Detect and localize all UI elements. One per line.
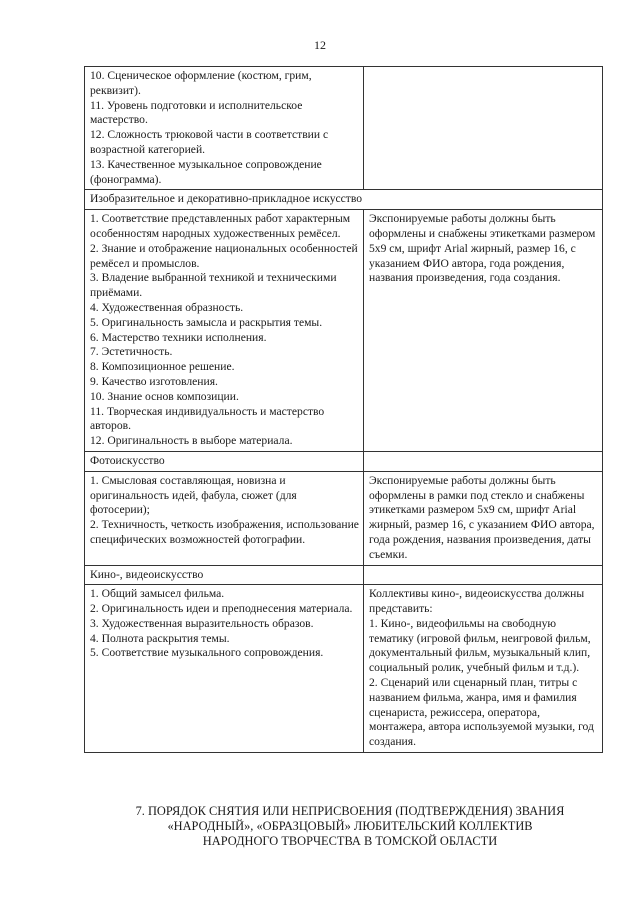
list-item: 12. Сложность трюковой части в соответствии с возрастной категорией. [90, 128, 329, 156]
table-row [85, 67, 603, 190]
heading-line: «НАРОДНЫЙ», «ОБРАЗЦОВЫЙ» ЛЮБИТЕЛЬСКИЙ КОЛЛЕКТИВ [167, 819, 533, 834]
section-heading [90, 804, 610, 850]
list-item: 2. Техничность, четкость изображения, использование специфических возможностей фотографии. [90, 518, 359, 546]
section-title: Кино-, видеоискусство [85, 565, 364, 585]
section-title: Изобразительное и декоративно-прикладное искусство [85, 190, 603, 210]
criteria-table [84, 66, 603, 753]
list-item: 10. Знание основ композиции. [90, 389, 239, 403]
list-item: 2. Оригинальность идеи и преподнесения материала. [90, 602, 353, 616]
list-item: 7. Эстетичность. [90, 345, 173, 359]
list-item: 6. Мастерство техники исполнения. [90, 330, 267, 344]
list-item: 3. Художественная выразительность образов. [90, 616, 314, 630]
requirement-text: 2. Сценарий или сценарный план, титры с названием фильма, жанра, имя и фамилия сценариста, режиссера, оператора, монтажера, автора используемой музыки, год создания. [369, 676, 594, 749]
table-row [85, 210, 603, 452]
list-item: 4. Художественная образность. [90, 300, 244, 314]
requirements-cell [364, 67, 603, 190]
list-item: 5. Оригинальность замысла и раскрытия темы. [90, 315, 323, 329]
empty-cell [364, 565, 603, 585]
heading-line: НАРОДНОГО ТВОРЧЕСТВА В ТОМСКОЙ ОБЛАСТИ [202, 834, 498, 849]
requirement-text: Экспонируемые работы должны быть оформлены в рамки под стекло и снабжены этикетками размером 5х9 см, шрифт Arial жирный, размер 16, с указанием ФИО автора, года рождения, названия произведения, даты съемки. [369, 473, 595, 561]
list-item: 5. Соответствие музыкального сопровождения. [90, 646, 324, 660]
list-item: 1. Общий замысел фильма. [90, 587, 225, 601]
list-item: 11. Творческая индивидуальность и мастерство авторов. [90, 404, 325, 433]
criteria-cell [85, 585, 364, 753]
list-item: 11. Уровень подготовки и исполнительское мастерство. [90, 98, 303, 127]
criteria-cell [85, 210, 364, 452]
list-item: 1. Смысловая составляющая, новизна и оригинальность идей, фабула, сюжет (для фотосерии); [90, 473, 297, 517]
list-item: 8. Композиционное решение. [90, 360, 235, 374]
table-row [85, 585, 603, 753]
section-header-row [85, 451, 603, 471]
list-item: 12. Оригинальность в выборе материала. [90, 434, 293, 448]
empty-cell [364, 451, 603, 471]
requirement-text: 1. Кино-, видеофильмы на свободную тематику (игровой фильм, неигровой фильм, документальный фильм, музыкальный клип, социальный ролик, учебный фильм и т.д.). [369, 616, 591, 675]
requirements-cell [364, 585, 603, 753]
page-number: 12 [314, 38, 326, 52]
section-title: Фотоискусство [85, 451, 364, 471]
list-item: 10. Сценическое оформление (костюм, грим, реквизит). [90, 69, 312, 97]
section-header-row [85, 565, 603, 585]
table-row [85, 471, 603, 565]
requirements-cell [364, 210, 603, 452]
list-item: 9. Качество изготовления. [90, 374, 218, 388]
requirement-text: Коллективы кино-, видеоискусства должны представить: [369, 587, 585, 616]
criteria-cell [85, 471, 364, 565]
requirement-text: Экспонируемые работы должны быть оформлены и снабжены этикетками размером 5х9 см, шрифт Arial жирный, размер 16, с указанием ФИО автора, года рождения, названия произведения, года создания. [369, 212, 596, 285]
requirements-cell [364, 471, 603, 565]
list-item: 4. Полнота раскрытия темы. [90, 631, 230, 645]
criteria-cell [85, 67, 364, 190]
list-item: 3. Владение выбранной техникой и техническими приёмами. [90, 271, 337, 300]
list-item: 13. Качественное музыкальное сопровождение (фонограмма). [90, 157, 322, 186]
list-item: 1. Соответствие представленных работ характерным особенностям народных художественных ремёсел. [90, 212, 351, 240]
list-item: 2. Знание и отображение национальных особенностей ремёсел и промыслов. [90, 241, 358, 270]
heading-line: 7. ПОРЯДОК СНЯТИЯ ИЛИ НЕПРИСВОЕНИЯ (ПОДТВЕРЖДЕНИЯ) ЗВАНИЯ [135, 804, 565, 818]
section-header-row [85, 190, 603, 210]
